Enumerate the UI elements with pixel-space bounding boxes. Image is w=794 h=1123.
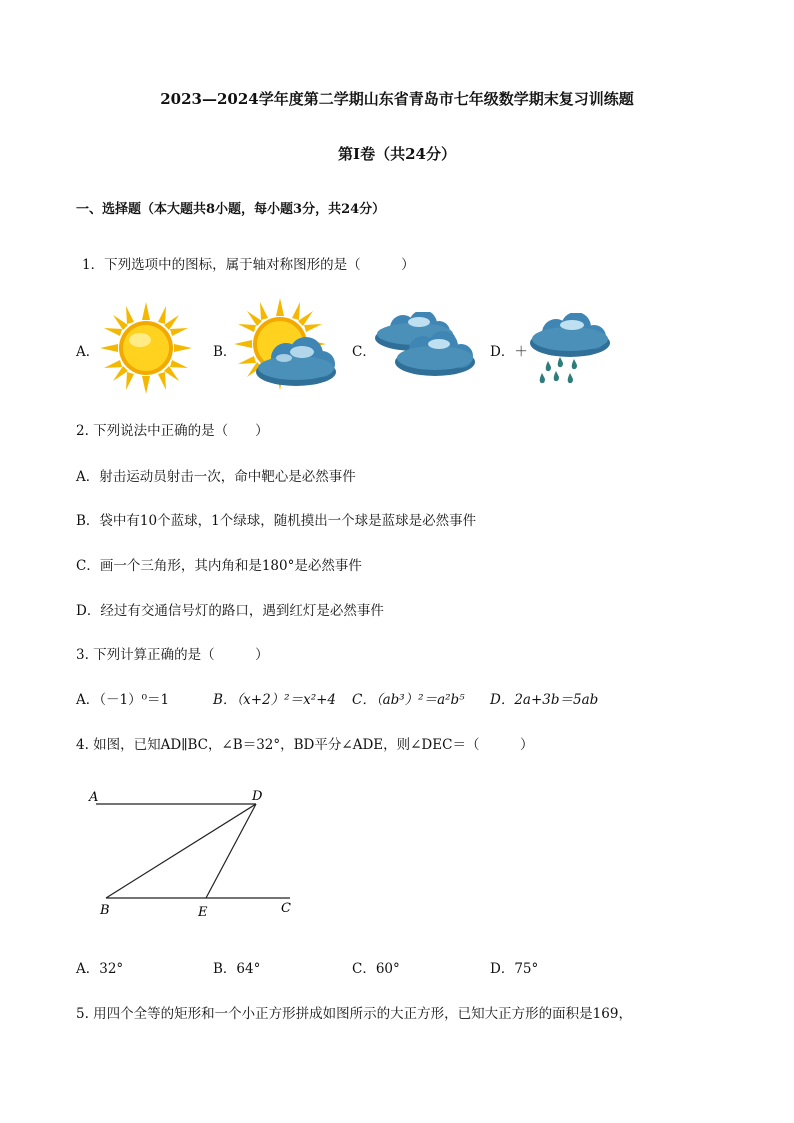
q4-option-c: C．60° <box>352 961 400 977</box>
q3-option-d: D．2a+3b＝5ab <box>490 692 599 708</box>
q4-option-b: B．64° <box>213 961 261 977</box>
q3-option-c: C．（ab³）²＝a²b⁵ <box>352 692 465 708</box>
point-label-d: D <box>252 789 263 804</box>
page-title: 2023—2024学年度第二学期山东省青岛市七年级数学期末复习训练题 <box>160 90 634 108</box>
line-bd <box>106 804 256 898</box>
q1-option-a-label: A． <box>76 344 100 360</box>
point-label-a: A <box>89 790 99 805</box>
question-3-stem: 3. 下列计算正确的是（ ） <box>76 647 269 663</box>
q1-option-d-label: D．＋ <box>490 344 528 360</box>
geometry-figure <box>80 780 310 920</box>
point-label-b: B <box>100 903 110 918</box>
q4-option-d: D．75° <box>490 961 539 977</box>
sun-icon <box>100 302 192 394</box>
line-de <box>206 804 256 898</box>
q3-option-a: A．（－1）⁰＝1 <box>76 692 170 708</box>
clouds-icon <box>373 312 477 380</box>
rain-cloud-icon <box>528 313 612 387</box>
question-4-stem: 4. 如图，已知AD∥BC，∠B＝32°，BD平分∠ADE，则∠DEC＝（ ） <box>76 737 534 753</box>
question-2-stem: 2. 下列说法中正确的是（ ） <box>76 423 269 439</box>
sun-behind-cloud-icon <box>234 298 338 394</box>
section-heading: 一、选择题（本大题共8小题，每小题3分，共24分） <box>76 202 386 217</box>
q2-option-a: A．射击运动员射击一次，命中靶心是必然事件 <box>76 469 356 485</box>
q1-option-c-label: C． <box>352 344 376 360</box>
volume-subtitle: 第Ⅰ卷（共24分） <box>338 145 456 163</box>
q4-option-a: A．32° <box>76 961 124 977</box>
q1-option-b-label: B． <box>213 344 237 360</box>
q2-option-d: D．经过有交通信号灯的路口，遇到红灯是必然事件 <box>76 603 384 619</box>
point-label-c: C <box>281 901 291 916</box>
q2-option-b: B．袋中有10个蓝球，1个绿球，随机摸出一个球是蓝球是必然事件 <box>76 513 477 529</box>
q2-option-c: C．画一个三角形，其内角和是180°是必然事件 <box>76 558 362 574</box>
point-label-e: E <box>198 905 208 920</box>
question-1-stem: 1．下列选项中的图标，属于轴对称图形的是（ ） <box>82 257 415 273</box>
question-5-stem: 5. 用四个全等的矩形和一个小正方形拼成如图所示的大正方形，已知大正方形的面积是169， <box>76 1006 632 1022</box>
q3-option-b: B．（x+2）²＝x²+4 <box>213 692 337 708</box>
